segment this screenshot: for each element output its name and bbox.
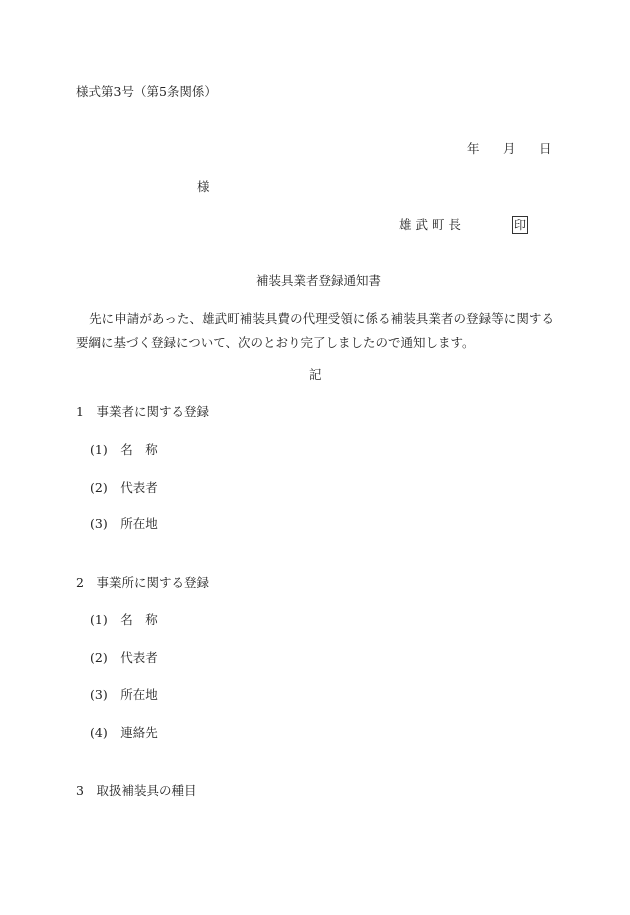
date-month: 月: [503, 141, 516, 156]
list-item: (2) 代表者: [90, 480, 158, 495]
list-item: (2) 代表者: [90, 650, 158, 665]
list-item: (3) 所在地: [90, 516, 158, 531]
section-heading: 3 取扱補装具の種目: [76, 783, 197, 798]
body-text: 先に申請があった、雄武町補装具費の代理受領に係る補装具業者の登録等に関する要綱に基づく登録について、次のとおり完了しましたので通知します。: [76, 311, 554, 350]
ki-marker: 記: [309, 367, 322, 382]
issuer-name: 雄 武 町 長: [399, 217, 461, 232]
section-heading: 1 事業者に関する登録: [76, 404, 209, 419]
list-item: (3) 所在地: [90, 687, 158, 702]
form-label: 様式第3号（第5条関係）: [76, 84, 217, 99]
list-item: (1) 名 称: [90, 442, 158, 457]
date-year: 年: [467, 141, 480, 156]
list-item: (4) 連絡先: [90, 725, 158, 740]
seal-stamp: [512, 216, 528, 234]
date-day: 日: [539, 141, 552, 156]
list-item: (1) 名 称: [90, 612, 158, 627]
seal-text: 印: [514, 218, 527, 232]
body-paragraph: [76, 307, 554, 355]
document-title: 補装具業者登録通知書: [256, 273, 382, 288]
section-heading: 2 事業所に関する登録: [76, 575, 209, 590]
addressee-suffix: 様: [197, 179, 210, 194]
